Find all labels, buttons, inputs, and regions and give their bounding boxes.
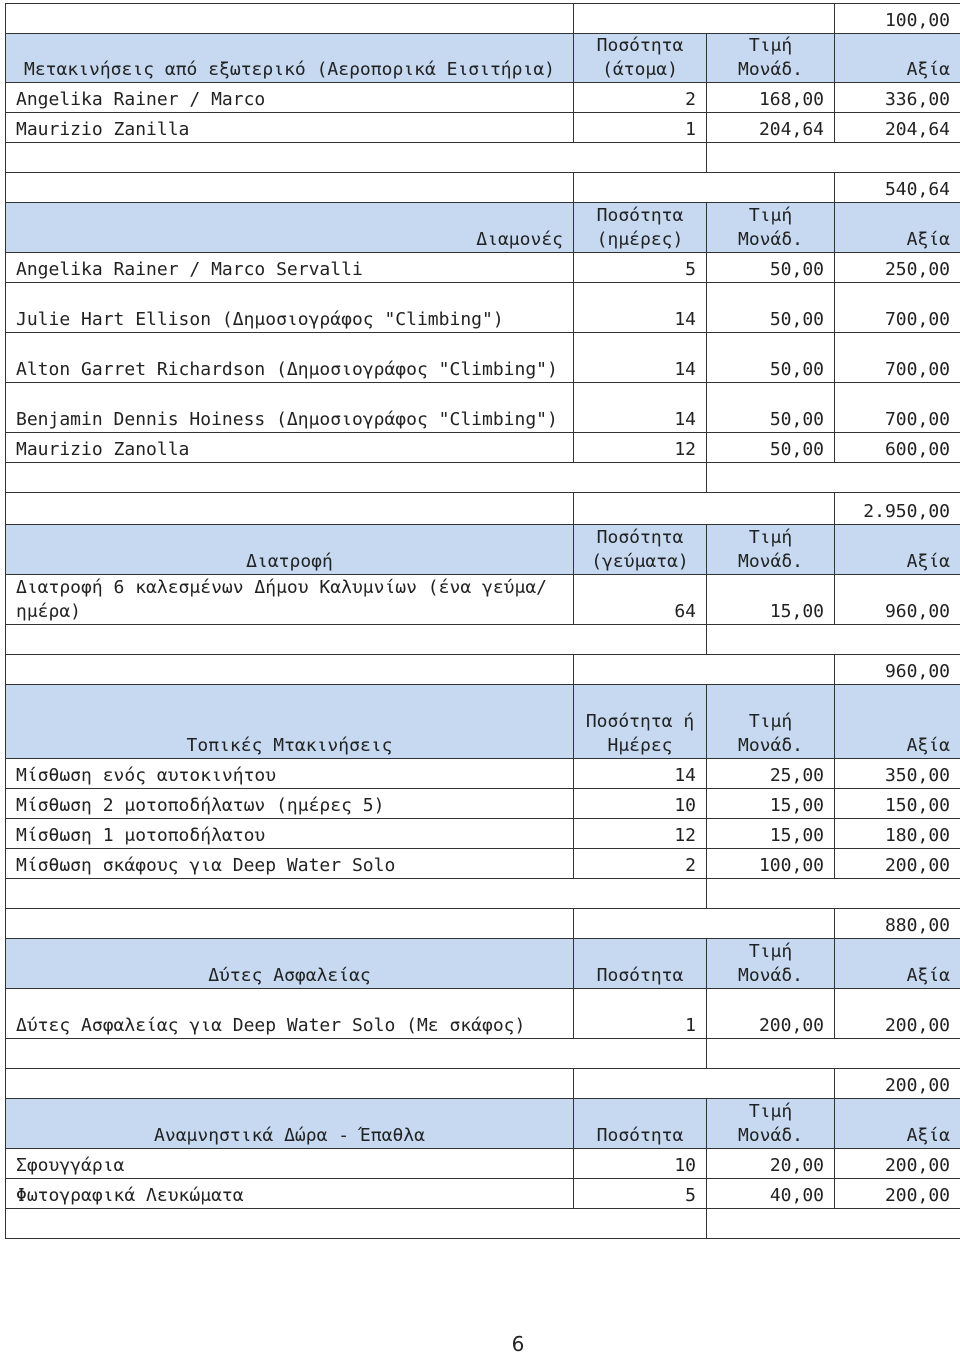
empty-cell xyxy=(574,655,835,685)
empty-cell xyxy=(6,1069,574,1099)
empty-cell xyxy=(574,4,835,34)
item-quantity: 2 xyxy=(574,83,707,113)
item-quantity: 1 xyxy=(574,113,707,143)
empty-cell xyxy=(6,625,707,655)
empty-cell xyxy=(574,909,835,939)
empty-cell xyxy=(707,143,960,173)
item-unit-price: 168,00 xyxy=(707,83,835,113)
empty-cell xyxy=(6,143,707,173)
item-unit-price: 20,00 xyxy=(707,1149,835,1179)
page-number: 6 xyxy=(0,1332,960,1356)
column-header-unit-price: Τιμή Μονάδ. xyxy=(707,685,835,759)
section-total: 200,00 xyxy=(835,1069,960,1099)
item-value: 200,00 xyxy=(835,849,960,879)
table-row xyxy=(6,1149,960,1179)
item-unit-price: 50,00 xyxy=(707,253,835,283)
item-quantity: 5 xyxy=(574,1179,707,1209)
section-title: Μετακινήσεις από εξωτερικό (Αεροπορικά Εισιτήρια) xyxy=(6,34,574,83)
table-row xyxy=(6,575,960,625)
item-description: Maurizio Zanilla xyxy=(6,113,574,143)
item-unit-price: 15,00 xyxy=(707,819,835,849)
item-quantity: 64 xyxy=(574,575,707,625)
item-unit-price: 40,00 xyxy=(707,1179,835,1209)
section-title: Τοπικές Μτακινήσεις xyxy=(6,685,574,759)
item-description: Δύτες Ασφαλείας για Deep Water Solo (Με σκάφος) xyxy=(6,989,574,1039)
section-total-row xyxy=(6,493,960,525)
item-quantity: 14 xyxy=(574,759,707,789)
empty-cell xyxy=(574,173,835,203)
item-description: Julie Hart Ellison (Δημοσιογράφος "Climbing") xyxy=(6,283,574,333)
spacer-row xyxy=(6,463,960,493)
empty-cell xyxy=(6,879,707,909)
column-header-unit-price: Τιμή Μονάδ. xyxy=(707,939,835,989)
section-title: Διατροφή xyxy=(6,525,574,575)
column-header-value: Αξία xyxy=(835,939,960,989)
section-total: 2.950,00 xyxy=(835,493,960,525)
empty-cell xyxy=(6,173,574,203)
section-header-row xyxy=(6,1099,960,1149)
column-header-unit-price: Τιμή Μονάδ. xyxy=(707,34,835,83)
section-total: 100,00 xyxy=(835,4,960,34)
empty-cell xyxy=(6,493,574,525)
section-total: 960,00 xyxy=(835,655,960,685)
section-title: Αναμνηστικά Δώρα - Έπαθλα xyxy=(6,1099,574,1149)
column-header-unit-price: Τιμή Μονάδ. xyxy=(707,1099,835,1149)
item-value: 700,00 xyxy=(835,333,960,383)
item-description: Angelika Rainer / Marco xyxy=(6,83,574,113)
table-row xyxy=(6,989,960,1039)
item-quantity: 12 xyxy=(574,819,707,849)
table-row xyxy=(6,383,960,433)
column-header-value: Αξία xyxy=(835,1099,960,1149)
table-row xyxy=(6,819,960,849)
column-header-value: Αξία xyxy=(835,34,960,83)
item-value: 180,00 xyxy=(835,819,960,849)
item-quantity: 2 xyxy=(574,849,707,879)
item-quantity: 12 xyxy=(574,433,707,463)
item-description: Διατροφή 6 καλεσμένων Δήμου Καλυμνίων (ένα γεύμα/ημέρα) xyxy=(6,575,574,625)
item-description: Maurizio Zanolla xyxy=(6,433,574,463)
section-total: 540,64 xyxy=(835,173,960,203)
column-header-quantity: Ποσότητα ή Ημέρες xyxy=(574,685,707,759)
cost-table xyxy=(5,3,960,1239)
column-header-value: Αξία xyxy=(835,203,960,253)
item-unit-price: 15,00 xyxy=(707,789,835,819)
spacer-row xyxy=(6,1209,960,1239)
item-value: 700,00 xyxy=(835,283,960,333)
item-quantity: 14 xyxy=(574,383,707,433)
empty-cell xyxy=(574,493,835,525)
column-header-quantity: Ποσότητα (γεύματα) xyxy=(574,525,707,575)
item-unit-price: 50,00 xyxy=(707,333,835,383)
table-row xyxy=(6,789,960,819)
spacer-row xyxy=(6,1039,960,1069)
item-unit-price: 200,00 xyxy=(707,989,835,1039)
item-description: Μίσθωση σκάφους για Deep Water Solo xyxy=(6,849,574,879)
item-quantity: 5 xyxy=(574,253,707,283)
item-description: Μίσθωση 2 μοτοποδήλατων (ημέρες 5) xyxy=(6,789,574,819)
table-row xyxy=(6,253,960,283)
column-header-value: Αξία xyxy=(835,525,960,575)
empty-cell xyxy=(707,625,960,655)
item-unit-price: 25,00 xyxy=(707,759,835,789)
item-value: 336,00 xyxy=(835,83,960,113)
item-description: Μίσθωση 1 μοτοποδήλατου xyxy=(6,819,574,849)
item-description: Φωτογραφικά Λευκώματα xyxy=(6,1179,574,1209)
item-unit-price: 50,00 xyxy=(707,383,835,433)
column-header-value: Αξία xyxy=(835,685,960,759)
item-value: 600,00 xyxy=(835,433,960,463)
section-title: Διαμονές xyxy=(6,203,574,253)
empty-cell xyxy=(574,1069,835,1099)
section-header-row xyxy=(6,939,960,989)
item-description: Σφουγγάρια xyxy=(6,1149,574,1179)
empty-cell xyxy=(707,1209,960,1239)
empty-cell xyxy=(6,463,707,493)
section-header-row xyxy=(6,685,960,759)
empty-cell xyxy=(6,1039,707,1069)
empty-cell xyxy=(6,909,574,939)
section-header-row xyxy=(6,203,960,253)
column-header-quantity: Ποσότητα (ημέρες) xyxy=(574,203,707,253)
section-total-row xyxy=(6,655,960,685)
item-value: 250,00 xyxy=(835,253,960,283)
empty-cell xyxy=(6,655,574,685)
table-row xyxy=(6,759,960,789)
item-unit-price: 15,00 xyxy=(707,575,835,625)
item-description: Angelika Rainer / Marco Servalli xyxy=(6,253,574,283)
item-value: 150,00 xyxy=(835,789,960,819)
column-header-unit-price: Τιμή Μονάδ. xyxy=(707,203,835,253)
spacer-row xyxy=(6,143,960,173)
empty-cell xyxy=(6,4,574,34)
table-row xyxy=(6,849,960,879)
table-row xyxy=(6,83,960,113)
item-description: Alton Garret Richardson (Δημοσιογράφος "Climbing") xyxy=(6,333,574,383)
empty-cell xyxy=(707,463,960,493)
item-value: 960,00 xyxy=(835,575,960,625)
section-title: Δύτες Ασφαλείας xyxy=(6,939,574,989)
column-header-quantity: Ποσότητα xyxy=(574,939,707,989)
column-header-unit-price: Τιμή Μονάδ. xyxy=(707,525,835,575)
item-value: 200,00 xyxy=(835,989,960,1039)
spacer-row xyxy=(6,625,960,655)
empty-cell xyxy=(707,1039,960,1069)
item-value: 350,00 xyxy=(835,759,960,789)
item-unit-price: 50,00 xyxy=(707,433,835,463)
item-quantity: 10 xyxy=(574,1149,707,1179)
item-unit-price: 50,00 xyxy=(707,283,835,333)
column-header-quantity: Ποσότητα (άτομα) xyxy=(574,34,707,83)
item-quantity: 1 xyxy=(574,989,707,1039)
section-header-row xyxy=(6,34,960,83)
table-row xyxy=(6,1179,960,1209)
item-value: 200,00 xyxy=(835,1179,960,1209)
item-unit-price: 100,00 xyxy=(707,849,835,879)
section-total-row xyxy=(6,173,960,203)
table-row xyxy=(6,333,960,383)
item-value: 200,00 xyxy=(835,1149,960,1179)
empty-cell xyxy=(6,1209,707,1239)
section-total-row xyxy=(6,4,960,34)
item-description: Μίσθωση ενός αυτοκινήτου xyxy=(6,759,574,789)
column-header-quantity: Ποσότητα xyxy=(574,1099,707,1149)
table-row xyxy=(6,283,960,333)
spacer-row xyxy=(6,879,960,909)
table-row xyxy=(6,433,960,463)
item-value: 700,00 xyxy=(835,383,960,433)
section-total: 880,00 xyxy=(835,909,960,939)
cost-table-body xyxy=(6,4,960,1239)
section-total-row xyxy=(6,909,960,939)
item-quantity: 10 xyxy=(574,789,707,819)
item-description: Benjamin Dennis Hoiness (Δημοσιογράφος "Climbing") xyxy=(6,383,574,433)
section-header-row xyxy=(6,525,960,575)
item-unit-price: 204,64 xyxy=(707,113,835,143)
empty-cell xyxy=(707,879,960,909)
item-quantity: 14 xyxy=(574,333,707,383)
item-value: 204,64 xyxy=(835,113,960,143)
section-total-row xyxy=(6,1069,960,1099)
item-quantity: 14 xyxy=(574,283,707,333)
table-row xyxy=(6,113,960,143)
